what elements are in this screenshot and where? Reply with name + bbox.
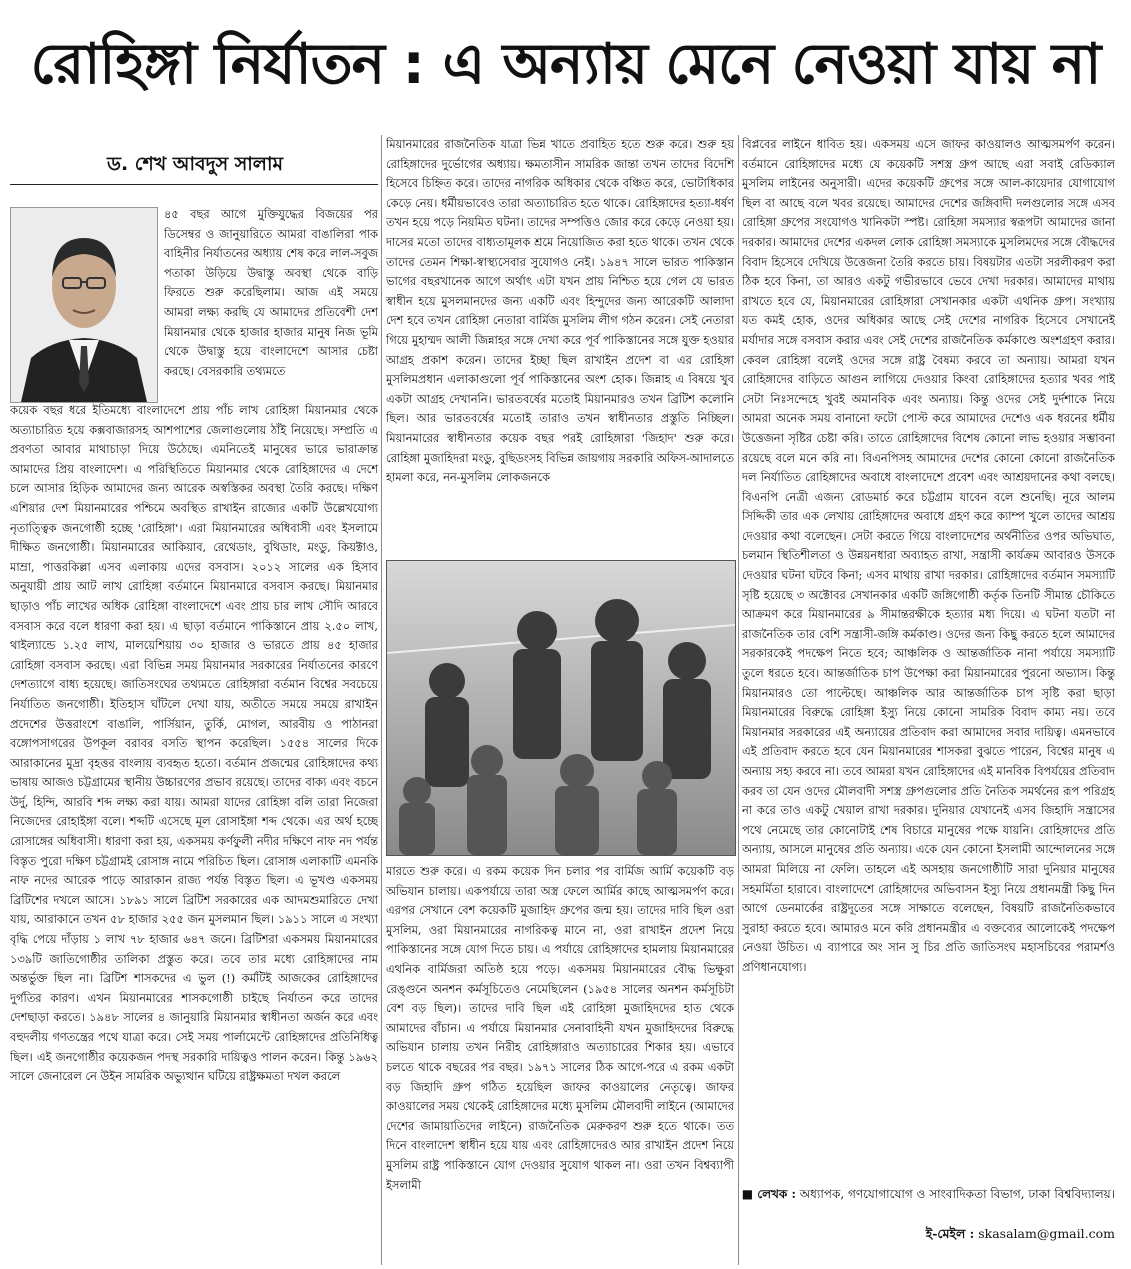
square-bullet-icon: ■ — [741, 1187, 758, 1201]
column-1-body — [10, 401, 378, 1259]
column-divider — [381, 135, 382, 1265]
column-2-top — [386, 135, 734, 555]
email-line — [740, 1226, 1115, 1246]
column-1-paragraph: কয়েক বছর ধরে ইতিমধ্যে বাংলাদেশে প্রায় পাঁচ লাখ রোহিঙ্গা মিয়ানমার থেকে অত্যাচারিত হয়ে কক্সবাজারসহ আশপাশের জেলাগুলোয় ঠাঁই নিয়েছে। সম্প্রতি এ প্রবণতা আবার মাথাচাড়া দিয়ে উঠেছে। এমনিতেই মানুষের ভারে ভারাক্রান্ত আমাদের প্রিয় বাংলাদেশ। এ পরিস্থিতিতে মিয়ানমার থেকে রোহিঙ্গাদের এ দেশে চলে আসার হিড়িক আমাদের জন্য আরেক অস্বস্তিকর অবস্থা তৈরি করছে। দক্ষিণ এশিয়ার দেশ মিয়ানমারের পশ্চিমে অবস্থিত রাখাইন রাজ্যের একটি উল্লেখযোগ্য নৃতাত্ত্বিক জনগোষ্ঠী হচ্ছে 'রোহিঙ্গা'। এরা মিয়ানমারের অধিবাসী এবং ইসলামে দীক্ষিত জনগোষ্ঠী। মিয়ানমারের আকিয়াব, রেথেডাং, বুথিডাং, মংডু, কিয়ক্টাও, মাম্রা, পাত্তরকিল্লা এসব এলাকায় এদের বসবাস। ২০১২ সালের এক হিসাব অনুযায়ী প্রায় আট লাখ রোহিঙ্গা বর্তমানে মিয়ানমারে বসবাস করছে। মিয়ানমার ছাড়াও পাঁচ লাখের অধিক রোহিঙ্গা বাংলাদেশে এবং প্রায় চার লাখ সৌদি আরবে বসবাস করে বলে ধারণা করা হয়। এ ছাড়া বর্তমানে পাকিস্তানে প্রায় ২.৫০ লাখ, থাইল্যান্ডে ১.২৫ লাখ, মালয়েশিয়ায় ৩০ হাজার ও ভারতে প্রায় ৪৫ হাজার রোহিঙ্গা বসবাস করছে। এরা বিভিন্ন সময় মিয়ানমার সরকারের নির্যাতনের কারণে দেশত্যাগে বাধ্য হয়েছে। জাতিসংঘের তথ্যমতে রোহিঙ্গারা বর্তমান বিশ্বের সবচেয়ে নির্যাতিত জনগোষ্ঠী। ইতিহাস ঘাঁটলে দেখা যায়, অতীতে সময়ে সময়ে রাখাইন প্রদেশের উত্তরাংশে বাঙালি, পার্সিয়ান, তুর্কি, মোগল, আরবীয় ও পাঠানরা বঙ্গোপসাগরের উপকূল বরাবর বসতি স্থাপন করেছিল। ১৫৫৪ সালের দিকে আরাকানের মুদ্রা বৃহত্তর বাংলায় ব্যবহৃত হতো। বর্তমান প্রজন্মের রোহিঙ্গাদের কথ্য ভাষায় আজও চট্টগ্রামের স্থানীয় উচ্চারণের প্রভাব রয়েছে। তাদের বাক্য এবং বচনে উর্দু, হিন্দি, আরবি শব্দ লক্ষ্য করা যায়। আমরা যাদের রোহিঙ্গা বলি তারা নিজেরা নিজেদের রোহাইঙ্গা বলে। শব্দটি এসেছে মূল রোসাইঙ্গা শব্দ থেকে। এর অর্থ হচ্ছে রোসাঙ্গের অধিবাসী। ধারণা করা হয়, একসময় কর্ণফুলী নদীর দক্ষিণে নাফ নদ পর্যন্ত বিস্তৃত পুরো দক্ষিণ চট্টগ্রামই রোসাঙ্গ নামে পরিচিত ছিল। রোসাঙ্গ এলাকাটি এমনকি নাফ নদের আরেক পাড়ে আরাকান রাজ্য পর্যন্ত বিস্তৃত ছিল। এ ভূখণ্ড একসময় ব্রিটিশের দখলে আসে। ১৮৯১ সালে ব্রিটিশ সরকারের এক আদমশুমারিতে দেখা যায়, আরাকানে তখন ৫৮ হাজার ২৫৫ জন মুসলমান ছিল। ১৯১১ সালে এ সংখ্যা বৃদ্ধি পেয়ে দাঁড়ায় ১ লাখ ৭৮ হাজার ৬৪৭ জনে। ব্রিটিশরা একসময় মিয়ানমারের ১৩৯টি জাতিগোষ্ঠীর তালিকা প্রস্তুত করে। তবে তার মধ্যে রোহিঙ্গাদের নাম অন্তর্ভুক্ত ছিল না। ব্রিটিশ শাসকদের এ ভুল (!) কর্মটিই আজকের রোহিঙ্গাদের দুর্গতির কারণ। এখন মিয়ানমারের শাসকগোষ্ঠী চাইছে নির্যাতন করে তাদের দেশছাড়া করতে। ১৯৪৮ সালের ৪ জানুয়ারি মিয়ানমার স্বাধীনতা অর্জন করে এবং বহুদলীয় গণতন্ত্রের পথে যাত্রা করে। সেই সময় পার্লামেন্টে রোহিঙ্গাদের প্রতিনিধিত্ব ছিল। এই জনগোষ্ঠীর কয়েকজন পদস্থ সরকারি দায়িত্বও পালন করেন। কিন্তু ১৯৬২ সালে জেনারেল নে উইন সামরিক অভ্যুত্থান ঘটিয়ে রাষ্ট্রক্ষমতা দখল করলে — [10, 403, 378, 1084]
author-note-text: অধ্যাপক, গণযোগাযোগ ও সাংবাদিকতা বিভাগ, ঢাকা বিশ্ববিদ্যালয়। — [799, 1187, 1115, 1201]
email-address: skasalam@gmail.com — [978, 1226, 1115, 1241]
column-2-bottom-paragraph: মারতে শুরু করে। এ রকম কয়েক দিন চলার পর বার্মিজ আর্মি কয়েকটি বড় অভিযান চালায়। একপর্যায়ে তারা অস্ত্র ফেলে আর্মির কাছে আত্মসমর্পণ করে। এরপর সেখানে বেশ কয়েকটি মুজাহিদ গ্রুপের জন্ম হয়। তাদের দাবি ছিল ওরা মুসলিম, ওরা মিয়ানমারের নাগরিকত্ব মানে না, ওরা রাখাইন প্রদেশ নিয়ে পাকিস্তানের সঙ্গে যোগ দিতে চায়। এ পর্যায়ে রোহিঙ্গাদের হামলায় মিয়ানমারের এথনিক বার্মিজরা অতিষ্ঠ হয়ে পড়ে। একসময় মিয়ানমারের বৌদ্ধ ভিক্ষুরা রেঙ্গুনে অনশন কর্মসূচিতেও নেমেছিলেন (১৯৫৪ সালের অনশন কর্মসূচিটা বেশ বড় ছিল)। তাদের দাবি ছিল এই রোহিঙ্গা মুজাহিদদের হাত থেকে আমাদের বাঁচান। এ পর্যায়ে মিয়ানমার সেনাবাহিনী যখন মুজাহিদদের বিরুদ্ধে অভিযান চালায় তখন নিরীহ রোহিঙ্গারাও অত্যাচারের শিকার হয়। এভাবে চলতে থাকে বছরের পর বছর। ১৯৭১ সালের ঠিক আগে-পরে এ রকম একটা বড় জিহাদি গ্রুপ গঠিত হয়েছিল জাফর কাওয়ালের নেতৃত্বে। জাফর কাওয়ালের সময় থেকেই রোহিঙ্গাদের মধ্যে মুসলিম মৌলবাদী লাইনে (আমাদের দেশের জামায়াতিদের লাইনে) রাজনৈতিক মেরুকরণ শুরু হতে থাকে। তত দিনে বাংলাদেশ স্বাধীন হয়ে যায় এবং রোহিঙ্গাদেরও আর রাখাইন প্রদেশ নিয়ে মুসলিম রাষ্ট্র পাকিস্তানে যোগ দেওয়ার সুযোগ থাকল না। ওরা তখন বিশ্বব্যাপী ইসলামী — [386, 864, 734, 1192]
author-photo — [10, 207, 158, 403]
author-note — [740, 1186, 1115, 1203]
column-3-paragraph: বিপ্লবের লাইনে ধাবিত হয়। একসময় এসে জাফর কাওয়ালও আত্মসমর্পণ করেন। বর্তমানে রোহিঙ্গাদের মধ্যে যে কয়েকটি সশস্ত্র গ্রুপ আছে এরা সবাই রেডিক্যাল মুসলিম লাইনের অনুসারী। এদের কয়েকটি গ্রুপের সঙ্গে আল-কায়েদার যোগাযোগ ছিল বা আছে বলে খবর রয়েছে। আমাদের দেশের জঙ্গিবাদী দলগুলোর সঙ্গে এসব রোহিঙ্গা গ্রুপের সংযোগও খানিকটা স্পষ্ট। রোহিঙ্গা সমস্যার স্বরূপটা আমাদের জানা দরকার। আমাদের দেশের একদল লোক রোহিঙ্গা সমস্যাকে মুসলিমদের সঙ্গে বৌদ্ধদের বিবাদ হিসেবে দেখিয়ে উত্তেজনা তৈরি করতে চায়। বিষয়টার এতটা সরলীকরণ করা ঠিক হবে কিনা, তা আরও একটু গভীরভাবে ভেবে দেখা দরকার। আমাদের মাথায় রাখতে হবে যে, মিয়ানমারের রোহিঙ্গারা সেখানকার একটা এথনিক গ্রুপ। সংখ্যায় যত কমই হোক, ওদের অধিকার আছে সেই দেশের নাগরিক হিসেবে সেখানেই মর্যাদার সঙ্গে বসবাস করার এবং সেই দেশের রাজনৈতিক কর্মকাণ্ডে অংশগ্রহণ করার। কেবল রোহিঙ্গা বলেই ওদের সঙ্গে রাষ্ট্র বৈষম্য করবে তা অন্যায়। আমরা যখন রোহিঙ্গাদের বাড়িতে আগুন লাগিয়ে দেওয়ার কিংবা রোহিঙ্গাদের হত্যার খবর পাই সেটা নিঃসন্দেহে খুবই অমানবিক এবং অন্যায়। কিন্তু ওদের সেই দুর্দশাকে নিয়ে আমরা অনেক সময় বানানো ফটো পোস্ট করে আমাদের দেশেও এক ধরনের ধর্মীয় উত্তেজনা সৃষ্টির চেষ্টা করি। তাতে রোহিঙ্গাদের বিশেষ কোনো লাভ হওয়ার সম্ভাবনা রয়েছে বলে মনে করি না। বিএনপিসহ আমাদের দেশের কোনো কোনো রাজনৈতিক দল নির্যাতিত রোহিঙ্গাদের অবাধে বাংলাদেশে প্রবেশ এবং আশ্রয়দানের কথা বলছে। বিএনপি নেত্রী এজন্য রোডমার্চ করে চট্টগ্রাম যাবেন বলে শুনেছি। নূরে আলম সিদ্দিকী তার এক লেখায় রোহিঙ্গাদের অবাধে গ্রহণ করে ক্যাম্প খুলে তাদের আশ্রয় দেওয়ার কথা বলেছেন। সেটা করতে গিয়ে বাংলাদেশের অর্থনীতির ওপর অভিঘাত, চলমান স্থিতিশীলতা ও উন্নয়নধারা অব্যাহত রাখা, সন্ত্রাসী কার্যক্রম আবারও উসকে দেওয়ার ঘটনা ঘটবে কিনা; এসব মাথায় রাখা দরকার। রোহিঙ্গাদের বর্তমান সমস্যাটি সৃষ্টি হয়েছে ৩ অক্টোবর সেখানকার একটি জঙ্গিগোষ্ঠী কর্তৃক তিনটি সীমান্ত চৌকিতে আক্রমণ করে মিয়ানমারের ৯ সীমান্তরক্ষীকে হত্যার মধ্য দিয়ে। এ ঘটনা যতটা না রাজনৈতিক তার বেশি সন্ত্রাসী-জঙ্গি কর্মকাণ্ড। ওদের জন্য কিছু করতে হলে আমাদের সরকারকেই পদক্ষেপ নিতে হবে; আঞ্চলিক ও আন্তর্জাতিক নানা পর্যায়ে সমস্যাটি তুলে ধরতে হবে। আন্তর্জাতিক চাপ উপেক্ষা করা মিয়ানমারের পুরনো অভ্যাস। কিন্তু মিয়ানমারও তো পাল্টেছে। আঞ্চলিক আর আন্তর্জাতিক চাপ সৃষ্টি করা ছাড়া মিয়ানমারের বিরুদ্ধে রোহিঙ্গা ইস্যু নিয়ে কোনো সামরিক বিবাদ কাম্য নয়। তবে মিয়ানমার সরকারের এই অন্যায়ের প্রতিবাদ করা আমাদের সবার দায়িত্ব। এমনভাবে এই প্রতিবাদ করতে হবে যেন মিয়ানমারের শাসকরা বুঝতে পারেন, বিশ্বের মানুষ এ অন্যায় সহ্য করবে না। তবে আমরা যখন রোহিঙ্গাদের এই মানবিক বিপর্যয়ের প্রতিবাদ করব তা যেন ওদের মৌলবাদী সশস্ত্র গ্রুপগুলোর প্রতি নৈতিক সমর্থনের রূপ পরিগ্রহ না করে তাও একটু খেয়াল রাখা দরকার। দুনিয়ার যেখানেই এসব জিহাদি সন্ত্রাসের পথে নেমেছে তার কোনোটাই শেষ বিচারে মানুষের পক্ষে যায়নি। রোহিঙ্গাদের প্রতি অন্যায়, আসলে মানুষের প্রতি অন্যায়। একে যেন কোনো ইসলামী আন্দোলনের সঙ্গে আমরা মিলিয়ে না ফেলি। তাহলে এই অসহায় জনগোষ্ঠীটি সারা দুনিয়ার মানুষের সহমর্মিতা হারাবে। বাংলাদেশে রোহিঙ্গাদের অভিবাসন ইস্যু নিয়ে প্রধানমন্ত্রী কিছু দিন আগে ডেনমার্কের রাষ্ট্রদূতের সঙ্গে সাক্ষাতে বলেছেন, বিষয়টি রাজনৈতিকভাবে সুরাহা করতে হবে। আমারও মনে করি প্রধানমন্ত্রীর এ বক্তব্যের আলোকেই পদক্ষেপ নেওয়া উচিত। এ ব্যাপারে অং সান সু চির প্রতি জাতিসংঘ মহাসচিবের পরামর্শও প্রণিধানযোগ্য। — [742, 137, 1115, 974]
column-3 — [742, 135, 1115, 1180]
byline-rule — [10, 184, 378, 185]
column-2-paragraph: মিয়ানমারের রাজনৈতিক যাত্রা ভিন্ন খাতে প্রবাহিত হতে শুরু করে। শুরু হয় রোহিঙ্গাদের দুর্ভোগের অধ্যায়। ক্ষমতাসীন সামরিক জান্তা তখন তাদের বিদেশি হিসেবে চিহ্নিত করে। তাদের নাগরিক অধিকার থেকে বঞ্চিত করে, ভোটাধিকার কেড়ে নেয়। ধর্মীয়ভাবেও তারা অত্যাচারিত হতে থাকে। রোহিঙ্গাদের হত্যা-ধর্ষণ তখন হয়ে পড়ে নিয়মিত ঘটনা। তাদের সম্পত্তিও জোর করে কেড়ে নেওয়া হয়। দাসের মতো তাদের বাধ্যতামূলক শ্রমে নিয়োজিত করা হতে থাকে। তখন থেকে তাদের তেমন শিক্ষা-স্বাস্থ্যসেবার সুযোগও নেই। ১৯৪৭ সালে ভারত পাকিস্তান ভাগের বছরখানেক আগে অর্থাৎ এটা যখন প্রায় নিশ্চিত হয়ে গেল যে ভারত স্বাধীন হয়ে মুসলমানদের জন্য একটি এবং হিন্দুদের জন্য আরেকটি আলাদা দেশ হবে তখন রোহিঙ্গা নেতারা বার্মিজ মুসলিম লীগ গঠন করেন। সেই নেতারা গিয়ে মুহাম্মদ আলী জিন্নাহর সঙ্গে দেখা করে পূর্ব পাকিস্তানের সঙ্গে যুক্ত হওয়ার আগ্রহ প্রকাশ করেন। তাদের ইচ্ছা ছিল রাখাইন প্রদেশ বা এর রোহিঙ্গা মুসলিমপ্রধান এলাকাগুলো পূর্ব পাকিস্তানের অংশ হোক। জিন্নাহ এ বিষয়ে খুব একটা আগ্রহ দেখাননি। ভারতবর্ষের মতোই মিয়ানমারও তখন ব্রিটিশ কলোনি ছিল। আর ভারতবর্ষের মতোই তারাও তখন স্বাধীনতার প্রস্তুতি নিচ্ছিল। মিয়ানমারের স্বাধীনতার কয়েক বছর পরই রোহিঙ্গারা 'জিহাদ' শুরু করে। রোহিঙ্গা মুজাহিদরা মংডু, বুছিডংসহ বিভিন্ন জায়গায় সরকারি অফিস-আদালতে হামলা করে, নন-মুসলিম লোকজনকে — [386, 137, 734, 485]
rohingya-refugees-photo — [386, 560, 736, 856]
email-label: ই-মেইল : — [925, 1226, 975, 1241]
column-1-intro — [164, 205, 378, 401]
column-divider — [738, 135, 739, 1265]
byline: ড. শেখ আবদুস সালাম — [106, 153, 284, 175]
intro-paragraph: ৪৫ বছর আগে মুক্তিযুদ্ধের বিজয়ের পর ডিসেম্বর ও জানুয়ারিতে আমরা বাঙালিরা পাক বাহিনীর নির্যাতনের অধ্যায় শেষ করে লাল-সবুজ পতাকা উড়িয়ে উদ্বাস্তু অবস্থা থেকে বাড়ি ফিরতে শুরু করেছিলাম। আজ এই সময়ে আমরা লক্ষ্য করছি যে আমাদের প্রতিবেশী দেশ মিয়ানমার থেকে হাজার হাজার মানুষ নিজ ভূমি থেকে উদ্বাস্তু হয়ে বাংলাদেশে আসার চেষ্টা করছে। বেসরকারি তথ্যমতে — [164, 207, 378, 378]
headline: রোহিঙ্গা নির্যাতন : এ অন্যায় মেনে নেওয়া যায় না — [30, 32, 1101, 97]
author-note-label: লেখক : — [757, 1187, 796, 1201]
column-2-bottom — [386, 862, 734, 1259]
